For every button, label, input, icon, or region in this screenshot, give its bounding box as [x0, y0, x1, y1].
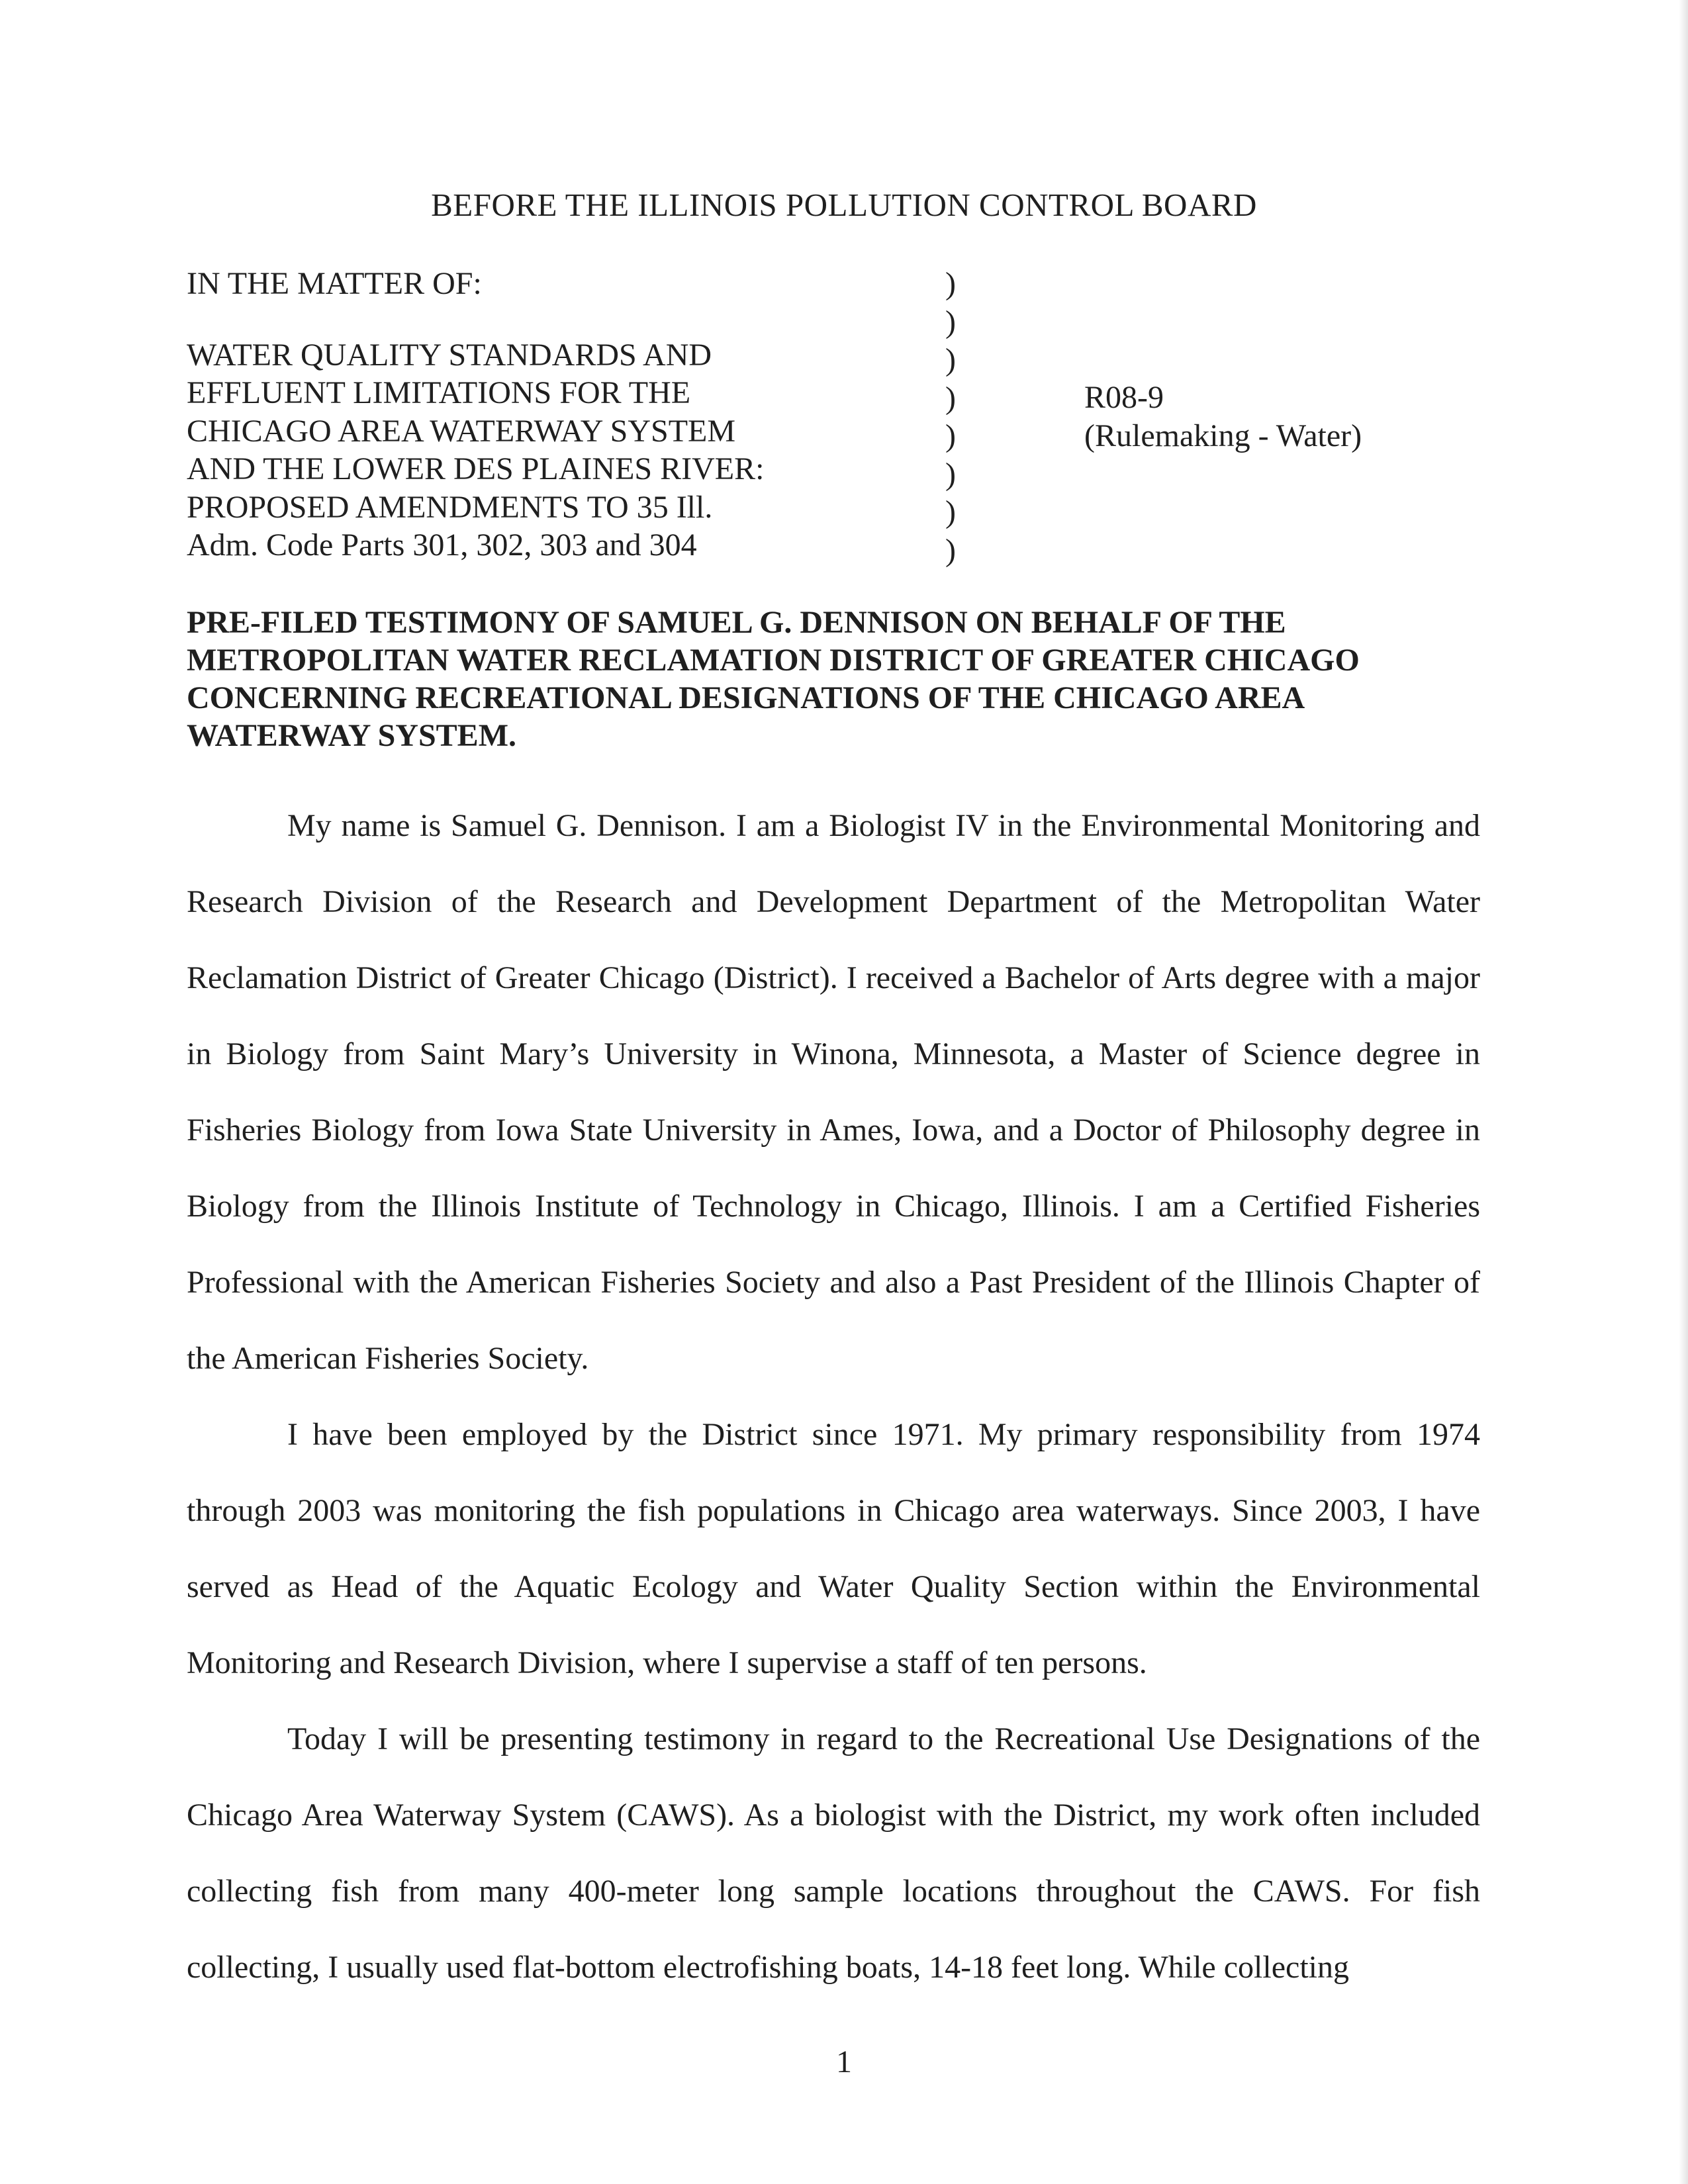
caption-paren: )	[945, 532, 956, 568]
scan-edge-shading	[1679, 0, 1688, 2184]
caption-paren: )	[945, 266, 956, 301]
testimony-body	[187, 788, 1480, 2005]
caption-paren: )	[945, 494, 956, 529]
matter-line: EFFLUENT LIMITATIONS FOR THE	[187, 375, 691, 410]
title-line: WATERWAY SYSTEM.	[187, 718, 516, 753]
caption-parentheses	[945, 265, 956, 569]
matter-line: WATER QUALITY STANDARDS AND	[187, 337, 712, 373]
body-paragraph: My name is Samuel G. Dennison. I am a Biologist IV in the Environmental Monitoring and Research Division of the Research and Development Department of the Metropolitan Water Reclamation District of Greater Chicago (District). I received a Bachelor of Arts degree with a major in Biology from Saint Mary’s University in Winona, Minnesota, a Master of Science degree in Fisheries Biology from Iowa State University in Ames, Iowa, and a Doctor of Philosophy degree in Biology from the Illinois Institute of Technology in Chicago, Illinois. I am a Certified Fisheries Professional with the American Fisheries Society and also a Past President of the Illinois Chapter of the American Fisheries Society.	[187, 808, 1480, 1376]
page-number: 1	[836, 2044, 852, 2079]
caption-paren: )	[945, 342, 956, 377]
case-number: R08-9	[1084, 380, 1164, 415]
case-type: (Rulemaking - Water)	[1084, 418, 1362, 453]
court-heading: BEFORE THE ILLINOIS POLLUTION CONTROL BOARD	[431, 187, 1257, 223]
body-paragraph: I have been employed by the District since 1971. My primary responsibility from 1974 through 2003 was monitoring the fish populations in Chicago area waterways. Since 2003, I have served as Head of the Aquatic Ecology and Water Quality Section within the Environmental Monitoring and Research Division, where I supervise a staff of ten persons.	[187, 1417, 1480, 1680]
matter-line: Adm. Code Parts 301, 302, 303 and 304	[187, 527, 697, 563]
caption-paren: )	[945, 456, 956, 492]
title-line: PRE-FILED TESTIMONY OF SAMUEL G. DENNISON ON BEHALF OF THE	[187, 605, 1286, 640]
caption-paren: )	[945, 418, 956, 453]
matter-line: PROPOSED AMENDMENTS TO 35 Ill.	[187, 489, 713, 525]
caption-spacer	[187, 303, 981, 336]
case-number-block	[1084, 379, 1362, 455]
testimony-title	[187, 604, 1497, 754]
case-caption	[187, 265, 981, 565]
caption-paren: )	[945, 380, 956, 416]
title-line: CONCERNING RECREATIONAL DESIGNATIONS OF THE CHICAGO AREA	[187, 680, 1305, 715]
matter-label: IN THE MATTER OF:	[187, 266, 482, 301]
body-paragraph: Today I will be presenting testimony in regard to the Recreational Use Designations of the Chicago Area Waterway System (CAWS). As a biologist with the District, my work often included collecting fish from many 400-meter long sample locations throughout the CAWS. For fish collecting, I usually used flat-bottom electrofishing boats, 14-18 feet long. While collecting	[187, 1721, 1480, 1985]
matter-line: CHICAGO AREA WATERWAY SYSTEM	[187, 413, 736, 449]
title-line: METROPOLITAN WATER RECLAMATION DISTRICT OF GREATER CHICAGO	[187, 643, 1360, 678]
matter-line: AND THE LOWER DES PLAINES RIVER:	[187, 451, 765, 486]
caption-paren: )	[945, 304, 956, 340]
